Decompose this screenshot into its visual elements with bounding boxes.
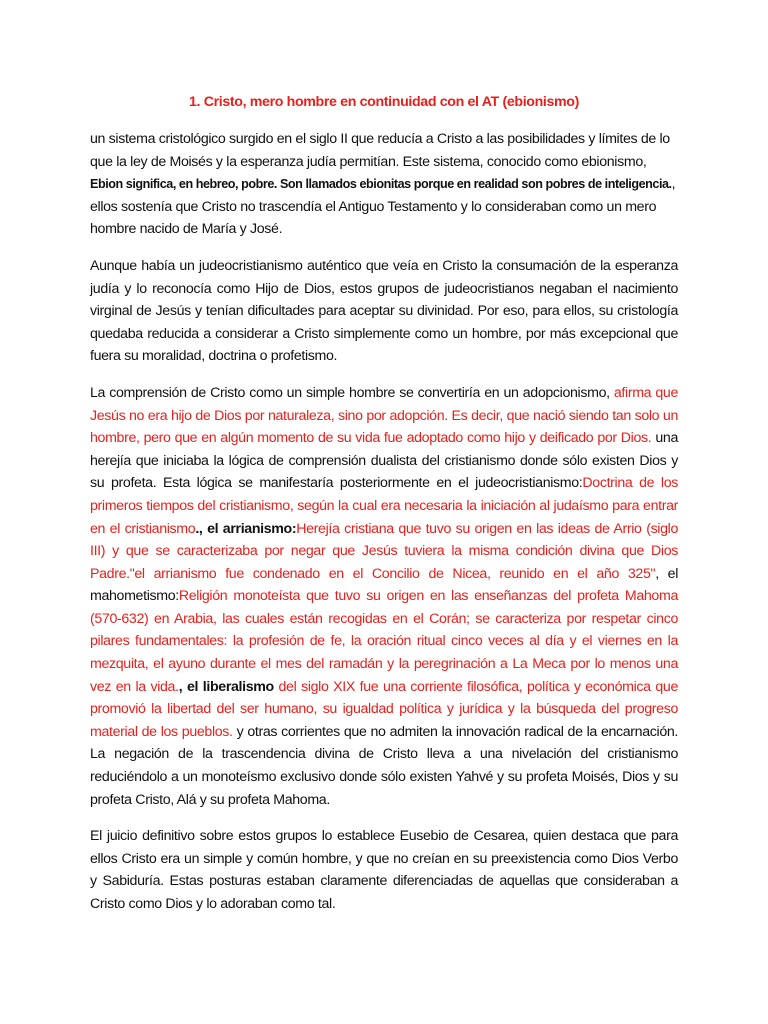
paragraph-text: un sistema cristológico surgido en el siglo II que reducía a Cristo a las posibilidades y límites de lo que la ley de Moisés y la esperanza judía permitían. Este sistema, conocido como ebionismo, [90, 131, 670, 170]
adopcionismo-definition: afirma que Jesús no era hijo de Dios por naturaleza, sino por adopción. Es decir, que nació siendo tan solo un hombre, pero que en algún momento de su vida fue adoptado como hijo y deificado por Dios. [90, 384, 679, 447]
mahometismo-definition: Religión monoteísta que tuvo su origen en las enseñanzas del profeta Mahoma (570-632) en Arabia, las cuales están recogidas en el Corán; se caracteriza por respetar cinco pilares fundamentales: la profesión de fe, la oración ritual cinco veces al día y el viernes en la mezquita, el ayuno durante el mes del ramadán y la peregrinación a La Meca por lo menos una vez en la vida. [90, 588, 678, 695]
paragraph-ebionismo [90, 128, 678, 241]
paragraph-judeocristianismo: Aunque había un judeocristianismo auténtico que veía en Cristo la consumación de la esperanza judía y lo reconocía como Hijo de Dios, estos grupos de judeocristianos negaban el nacimiento virginal de Jesús y tenían dificultades para aceptar su divinidad. Por eso, para ellos, su cristología quedaba reducida a considerar a Cristo simplemente como un hombre, por más excepcional que fuera su moralidad, doctrina o profetismo. [90, 257, 678, 365]
paragraph-text: ., el arrianismo: [195, 520, 297, 537]
judeocristianismo-definition: Doctrina de los primeros tiempos del cristianismo, según la cual era necesaria la iniciación al judaísmo para entrar en el cristianismo [90, 475, 678, 537]
paragraph-text: una herejía que iniciaba la lógica de comprensión dualista del cristianismo donde sólo existen Dios y su profeta. Esta lógica se manifestaría posteriormente en el judeocristianismo: [90, 430, 678, 492]
ebion-definition-text: Ebion significa, en hebreo, pobre. Son llamados ebionitas porque en realidad son pobres de inteligencia. [90, 177, 672, 192]
section-heading: 1. Cristo, mero hombre en continuidad con el AT (ebionismo) [188, 94, 580, 110]
paragraph-text: y otras corrientes que no admiten la innovación radical de la encarnación. La negación de la trascendencia divina de Cristo lleva a una nivelación del cristianismo reduciéndolo a un monoteísmo exclusivo donde sólo existen Yahvé y su profeta Moisés, Dios y su profeta Cristo, Alá y su profeta Mahoma. [90, 723, 678, 808]
paragraph-eusebio: El juicio definitivo sobre estos grupos lo establece Eusebio de Cesarea, quien destaca que para ellos Cristo era un simple y común hombre, y que no creían en su preexistencia como Dios Verbo y Sabiduría. Estas posturas estaban claramente diferenciadas de aquellas que consideraban a Cristo como Dios y lo adoraban como tal. [90, 828, 678, 912]
paragraph-text: La comprensión de Cristo como un simple hombre se convertiría en un adopcionismo, [90, 384, 614, 401]
arrianismo-definition: Herejía cristiana que tuvo su origen en las ideas de Arrio (siglo III) y que se caracterizaba por negar que Jesús tuviera la misma condición divina que Dios Padre."el arrianismo fue condenado en el Concilio de Nicea, reunido en el año 325" [90, 520, 678, 582]
paragraph-adopcionismo [90, 382, 678, 811]
document-body [90, 86, 678, 930]
liberalismo-definition: del siglo XIX fue una corriente filosófica, política y económica que promovió la libertad del ser humano, su igualdad política y jurídica y la búsqueda del progreso material de los pueblos. [90, 678, 678, 740]
paragraph-text: , el mahometismo: [90, 565, 679, 605]
paragraph-text: , el liberalismo [178, 678, 279, 695]
paragraph-text: , ellos sostenía que Cristo no trascendía el Antiguo Testamento y lo consideraban como un mero hombre nacido de María y José. [90, 176, 676, 238]
